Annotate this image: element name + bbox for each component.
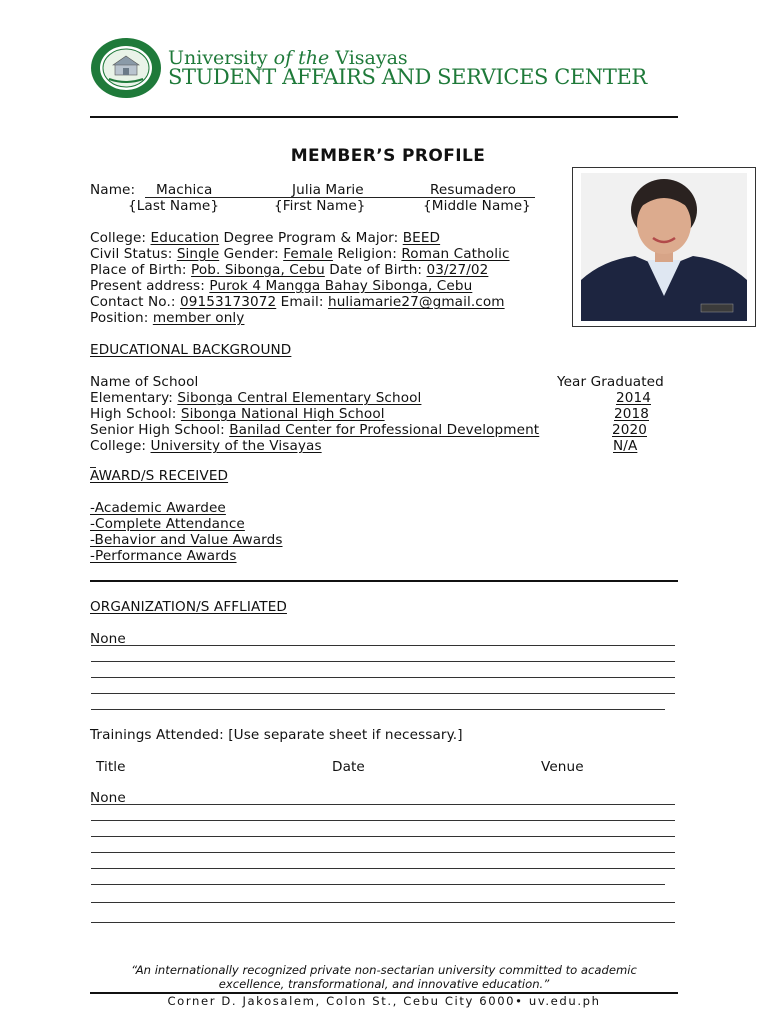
year-graduated: 2014 <box>616 390 651 406</box>
address-line: Present address: Purok 4 Mangga Bahay Sibonga, Cebu <box>90 278 473 294</box>
training-line <box>91 852 675 853</box>
organization-line <box>91 709 665 710</box>
section-divider <box>90 580 678 582</box>
training-line <box>91 836 675 837</box>
award-item: -Complete Attendance <box>90 516 245 532</box>
civil-gender-religion-line: Civil Status: Single Gender: Female Religion: Roman Catholic <box>90 246 510 262</box>
name-label: Name: <box>90 182 136 198</box>
training-date-column: Date <box>332 759 365 775</box>
education-row: Senior High School: Banilad Center for Professional Development <box>90 422 540 438</box>
organization-line <box>91 645 675 646</box>
motto-line: excellence, transformational, and innovative education.” <box>218 977 550 991</box>
degree-value: BEED <box>402 230 441 246</box>
award-item: -Behavior and Value Awards <box>90 532 283 548</box>
position-value: member only <box>152 310 245 326</box>
awards-heading: AWARD/S RECEIVED <box>90 468 229 484</box>
training-line <box>91 868 675 869</box>
education-row: High School: Sibonga National High School <box>90 406 385 422</box>
training-line <box>91 804 675 805</box>
motto-line: “An internationally recognized private non-sectarian university committed to academic <box>131 963 637 977</box>
footer-address: Corner D. Jakosalem, Colon St., Cebu City 6000• uv.edu.ph <box>167 994 601 1008</box>
year-graduated: 2018 <box>614 406 649 422</box>
education-heading: EDUCATIONAL BACKGROUND <box>90 342 292 358</box>
member-photo <box>572 167 756 327</box>
training-venue-column: Venue <box>541 759 584 775</box>
civil-status-value: Single <box>176 246 220 262</box>
year-column-header: Year Graduated <box>557 374 664 390</box>
education-row: Elementary: Sibonga Central Elementary School <box>90 390 422 406</box>
email-value: huliamarie27@gmail.com <box>327 294 505 310</box>
award-item: -Academic Awardee <box>90 500 226 516</box>
school-name: Sibonga Central Elementary School <box>177 390 422 406</box>
organization-line <box>91 693 675 694</box>
organization-line <box>91 661 675 662</box>
university-name: University of the Visayas <box>168 47 408 69</box>
trainings-intro: Trainings Attended: [Use separate sheet if necessary.] <box>90 727 463 743</box>
school-name: University of the Visayas <box>150 438 322 454</box>
training-line <box>91 820 675 821</box>
middle-name-caption: {Middle Name} <box>423 198 531 214</box>
religion-value: Roman Catholic <box>401 246 510 262</box>
training-title-column: Title <box>96 759 126 775</box>
school-name: Sibonga National High School <box>180 406 385 422</box>
year-graduated: 2020 <box>612 422 647 438</box>
last-name-value: Machica <box>156 182 213 198</box>
first-name-value: Julia Marie <box>292 182 364 198</box>
contact-value: 09153173072 <box>179 294 277 310</box>
school-name: Banilad Center for Professional Development <box>229 422 540 438</box>
organization-line <box>91 677 675 678</box>
organizations-heading: ORGANIZATION/S AFFLIATED <box>90 599 287 615</box>
center-name: STUDENT AFFAIRS AND SERVICES CENTER <box>168 65 647 89</box>
place-of-birth-value: Pob. Sibonga, Cebu <box>191 262 325 278</box>
university-seal <box>89 37 163 99</box>
training-line <box>91 902 675 903</box>
college-degree-line: College: Education Degree Program & Major: BEED <box>90 230 441 246</box>
page-title: MEMBER’S PROFILE <box>290 146 486 166</box>
organization-entry: None <box>90 631 126 647</box>
contact-line: Contact No.: 09153173072 Email: huliamarie27@gmail.com <box>90 294 505 310</box>
education-row: College: University of the Visayas <box>90 438 322 454</box>
date-of-birth-value: 03/27/02 <box>426 262 489 278</box>
first-name-caption: {First Name} <box>274 198 366 214</box>
position-line: Position: member only <box>90 310 245 326</box>
birth-line: Place of Birth: Pob. Sibonga, Cebu Date of Birth: 03/27/02 <box>90 262 489 278</box>
header-divider <box>90 116 678 118</box>
training-line <box>91 922 675 923</box>
address-value: Purok 4 Mangga Bahay Sibonga, Cebu <box>209 278 473 294</box>
footer-motto <box>0 963 768 991</box>
middle-name-value: Resumadero <box>430 182 517 198</box>
school-column-header: Name of School <box>90 374 199 390</box>
award-item: -Performance Awards <box>90 548 237 564</box>
training-entry: None <box>90 790 126 806</box>
training-line <box>91 884 665 885</box>
year-graduated: N/A <box>613 438 638 454</box>
college-value: Education <box>150 230 220 246</box>
last-name-caption: {Last Name} <box>128 198 220 214</box>
gender-value: Female <box>283 246 333 262</box>
